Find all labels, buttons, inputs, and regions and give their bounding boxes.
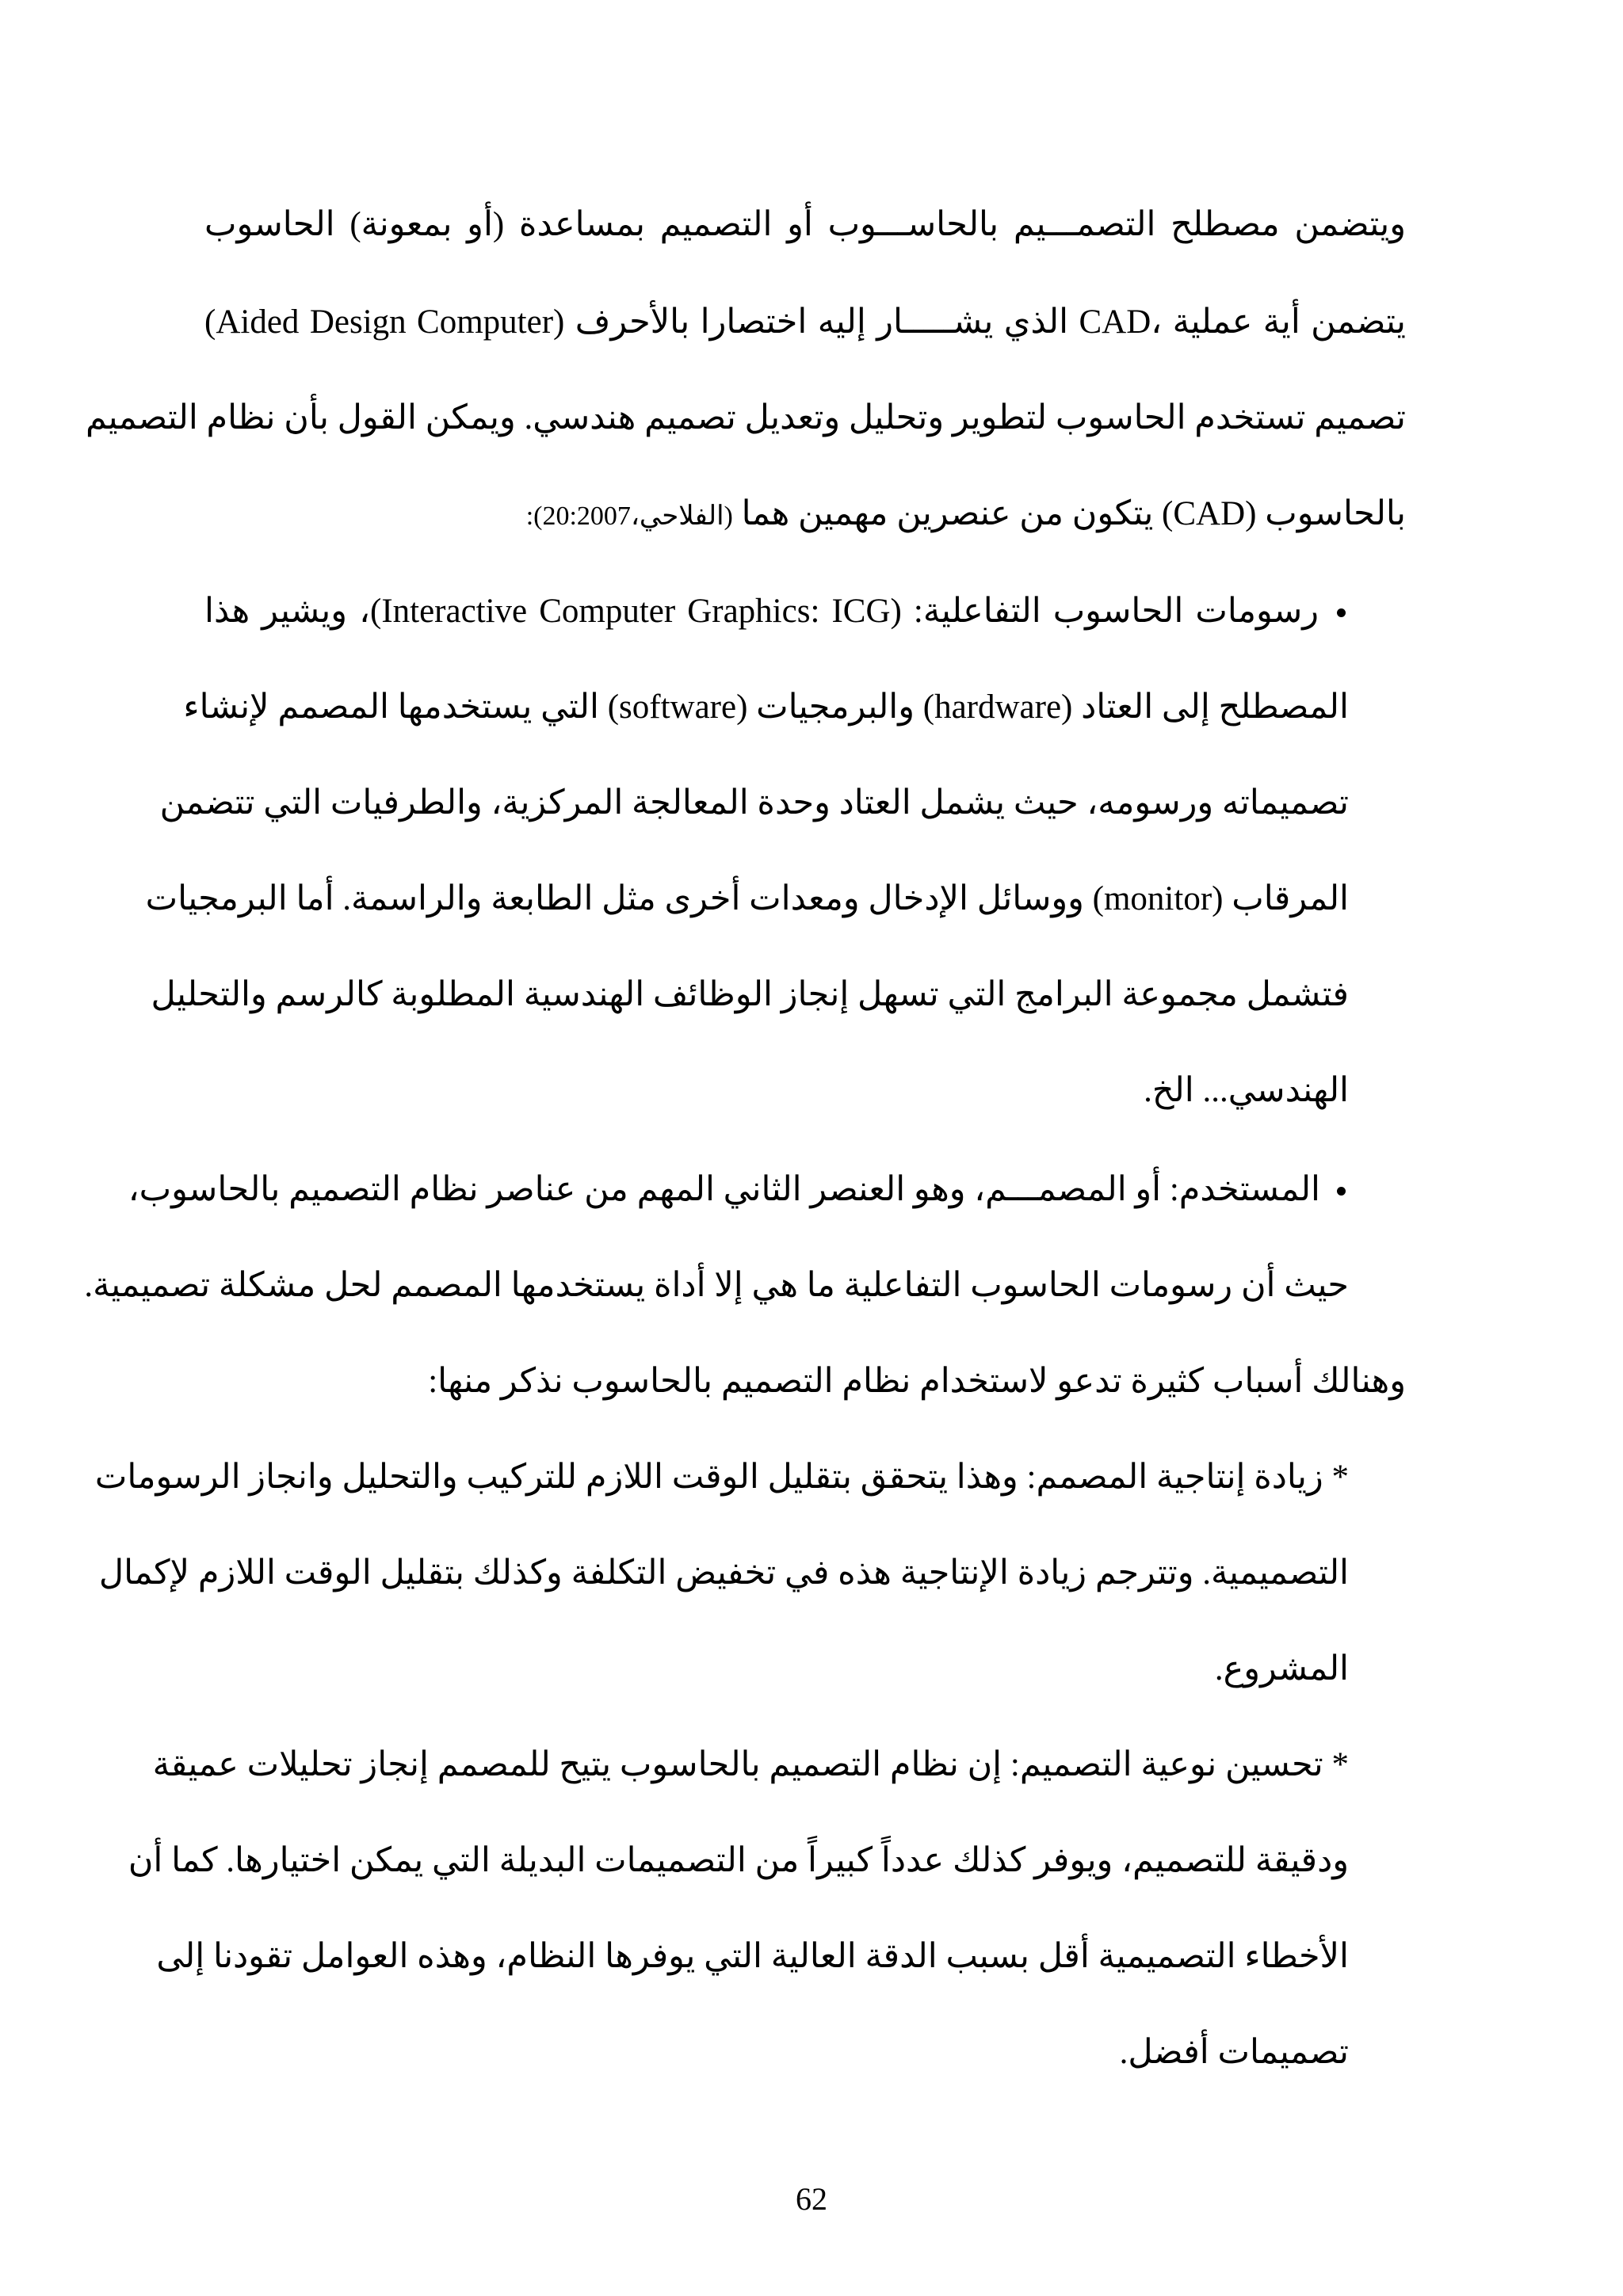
paragraph-line: * زيادة إنتاجية المصمم: وهذا يتحقق بتقليل الوقت اللازم للتركيب والتحليل وانجاز الرسومات	[94, 1459, 1349, 1496]
paragraph-line: تصميم تستخدم الحاسوب لتطوير وتحليل وتعديل تصميم هندسي. ويمكن القول بأن نظام التصميم	[86, 399, 1406, 437]
paragraph-line: (Aided Design Computer) الذي يشـــــار إليه اختصارا بالأحرف CAD، يتضمن أية عملية	[204, 303, 1407, 341]
paragraph-line: * تحسين نوعية التصميم: إن نظام التصميم بالحاسوب يتيح للمصمم إنجاز تحليلات عميقة	[152, 1746, 1349, 1783]
paragraph-text: بالحاسوب (CAD) يتكون من عنصرين مهمين هما	[741, 495, 1406, 532]
bullet-line: المرقاب (monitor) ووسائل الإدخال ومعدات أخرى مثل الطابعة والراسمة. أما البرمجيات	[145, 880, 1349, 917]
bullet-line: المستخدم: أو المصمـــم، وهو العنصر الثاني المهم من عناصر نظام التصميم بالحاسوب،	[128, 1171, 1320, 1208]
paragraph-line: الأخطاء التصميمية أقل بسبب الدقة العالية التي يوفرها النظام، وهذه العوامل تقودنا إلى	[156, 1938, 1349, 1975]
bullet-icon	[1337, 1187, 1346, 1196]
page-number: 62	[796, 2181, 827, 2217]
bullet-line: تصميماته ورسومه، حيث يشمل العتاد وحدة المعالجة المركزية، والطرفيات التي تتضمن	[159, 784, 1349, 822]
paragraph-line: المشروع.	[1214, 1650, 1349, 1688]
bullet-line: حيث أن رسومات الحاسوب التفاعلية ما هي إلا أداة يستخدمها المصمم لحل مشكلة تصميمية.	[84, 1267, 1349, 1304]
bullet-line: فتشمل مجموعة البرامج التي تسهل إنجاز الوظائف الهندسية المطلوبة كالرسم والتحليل	[151, 976, 1349, 1013]
bullet-line: رسومات الحاسوب التفاعلية: (Interactive Computer Graphics: ICG)، ويشير هذا	[204, 593, 1319, 630]
paragraph-line: ويتضمن مصطلح التصمـــيم بالحاســـوب أو التصميم بمساعدة (أو بمعونة) الحاسوب	[204, 206, 1406, 243]
paragraph-line-with-citation	[526, 497, 1406, 531]
paragraph-line: وهنالك أسباب كثيرة تدعو لاستخدام نظام التصميم بالحاسوب نذكر منها:	[428, 1363, 1406, 1400]
paragraph-line: ودقيقة للتصميم، ويوفر كذلك عدداً كبيراً من التصميمات البديلة التي يمكن اختيارها. كما أن	[128, 1842, 1349, 1879]
bullet-line: الهندسي... الخ.	[1144, 1072, 1349, 1109]
bullet-icon	[1337, 608, 1346, 617]
citation: (الفلاحي،20:2007):	[525, 502, 733, 531]
paragraph-line: التصميمية. وتترجم زيادة الإنتاجية هذه في تخفيض التكلفة وكذلك بتقليل الوقت اللازم لإكمال	[98, 1554, 1349, 1592]
paragraph-line: تصميمات أفضل.	[1119, 2034, 1349, 2071]
bullet-line: المصطلح إلى العتاد (hardware) والبرمجيات (software) التي يستخدمها المصمم لإنشاء	[183, 688, 1349, 726]
